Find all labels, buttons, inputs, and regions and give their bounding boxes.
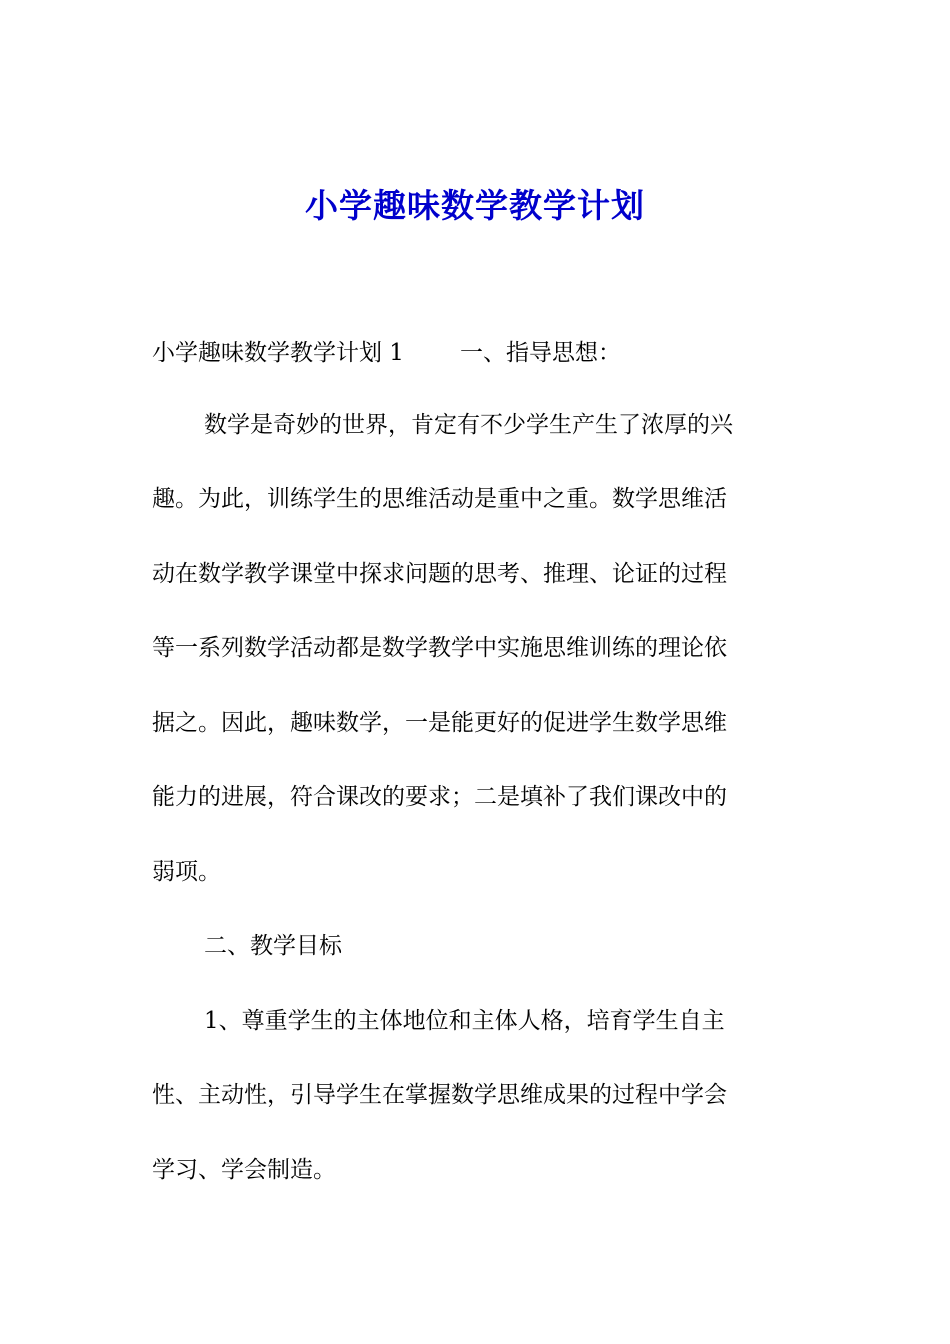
plan-subtitle: 小学趣味数学教学计划 1 [152,340,404,366]
document-title: 小学趣味数学教学计划 [305,186,645,225]
paragraph-line: 学习、学会制造。 [152,1157,336,1183]
paragraph-line: 性、主动性，引导学生在掌握数学思维成果的过程中学会 [152,1082,727,1108]
paragraph-line: 弱项。 [152,859,221,885]
paragraph-line: 数学是奇妙的世界，肯定有不少学生产生了浓厚的兴 [204,412,733,438]
paragraph-line: 1、尊重学生的主体地位和主体人格，培育学生自主 [204,1008,725,1034]
paragraph-line: 等一系列数学活动都是数学教学中实施思维训练的理论依 [152,635,727,661]
heading-line [152,340,621,366]
paragraph-line: 能力的进展，符合课改的要求；二是填补了我们课改中的 [152,784,727,810]
paragraph-line: 据之。因此，趣味数学，一是能更好的促进学生数学思维 [152,710,727,736]
paragraph-line: 动在数学教学课堂中探求问题的思考、推理、论证的过程 [152,561,727,587]
section-heading-guiding-thought: 一、指导思想： [459,340,621,366]
section-heading-teaching-goals: 二、教学目标 [204,933,342,959]
paragraph-line: 趣。为此，训练学生的思维活动是重中之重。数学思维活 [152,486,727,512]
